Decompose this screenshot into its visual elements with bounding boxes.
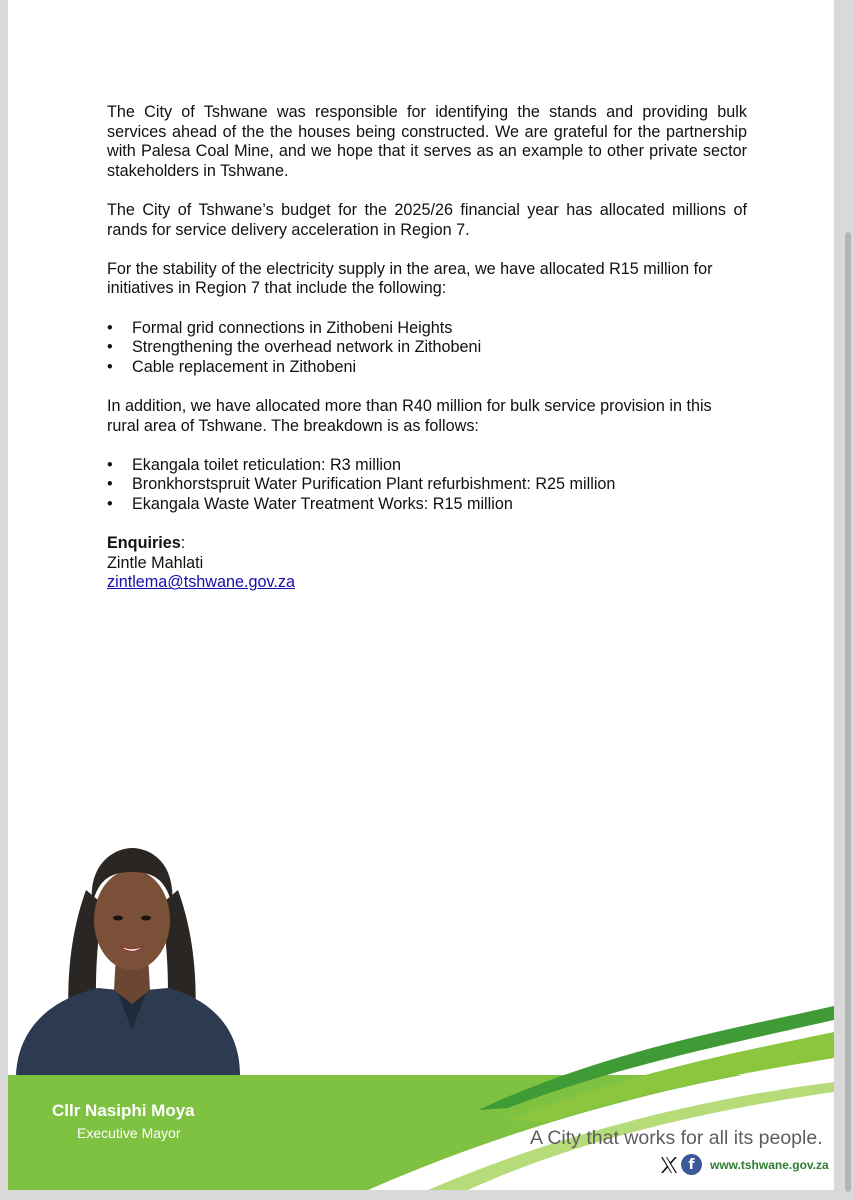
enquiries-label: Enquiries [107,534,181,553]
x-logo-icon[interactable] [659,1155,679,1175]
city-slogan: A City that works for all its people. [530,1127,823,1149]
facebook-icon[interactable]: f [681,1154,702,1175]
list-item: • Ekangala toilet reticulation: R3 million [107,456,747,476]
mayor-photo [16,848,240,1075]
scrollbar[interactable] [845,232,851,1192]
paragraph-4: In addition, we have allocated more than R40 million for bulk service provision in this rural area of Tshwane. The breakdown is as follows: [107,396,712,435]
enquiries-colon: : [180,534,186,553]
document-page [8,0,834,1190]
contact-email-link[interactable]: zintlema@tshwane.gov.za [107,573,295,592]
list-item: • Formal grid connections in Zithobeni Heights [107,319,747,339]
paragraph-3: For the stability of the electricity supply in the area, we have allocated R15 million for initiatives in Region 7 that include the following: [107,259,713,298]
paragraph-1: The City of Tshwane was responsible for identifying the stands and providing bulk services ahead of the the houses being constructed. We are grateful for the partnership with Palesa Coal Mine, and we hope that it serves as an example to other private sector stakeholders in Tshwane. [107,103,747,180]
mayor-title: Executive Mayor [77,1125,181,1141]
list-item: • Bronkhorstspruit Water Purification Plant refurbishment: R25 million [107,475,747,495]
social-links [659,1154,829,1175]
paragraph-2: The City of Tshwane’s budget for the 2025/26 financial year has allocated millions of rands for service delivery acceleration in Region 7. [107,200,747,239]
list-item: • Ekangala Waste Water Treatment Works: R15 million [107,495,747,515]
list-item: • Cable replacement in Zithobeni [107,358,747,378]
website-link[interactable]: www.tshwane.gov.za [710,1157,829,1172]
contact-name: Zintle Mahlati [107,553,204,572]
footer-graphics [8,0,834,1190]
mayor-name: Cllr Nasiphi Moya [52,1101,195,1120]
list-item: • Strengthening the overhead network in Zithobeni [107,338,747,358]
